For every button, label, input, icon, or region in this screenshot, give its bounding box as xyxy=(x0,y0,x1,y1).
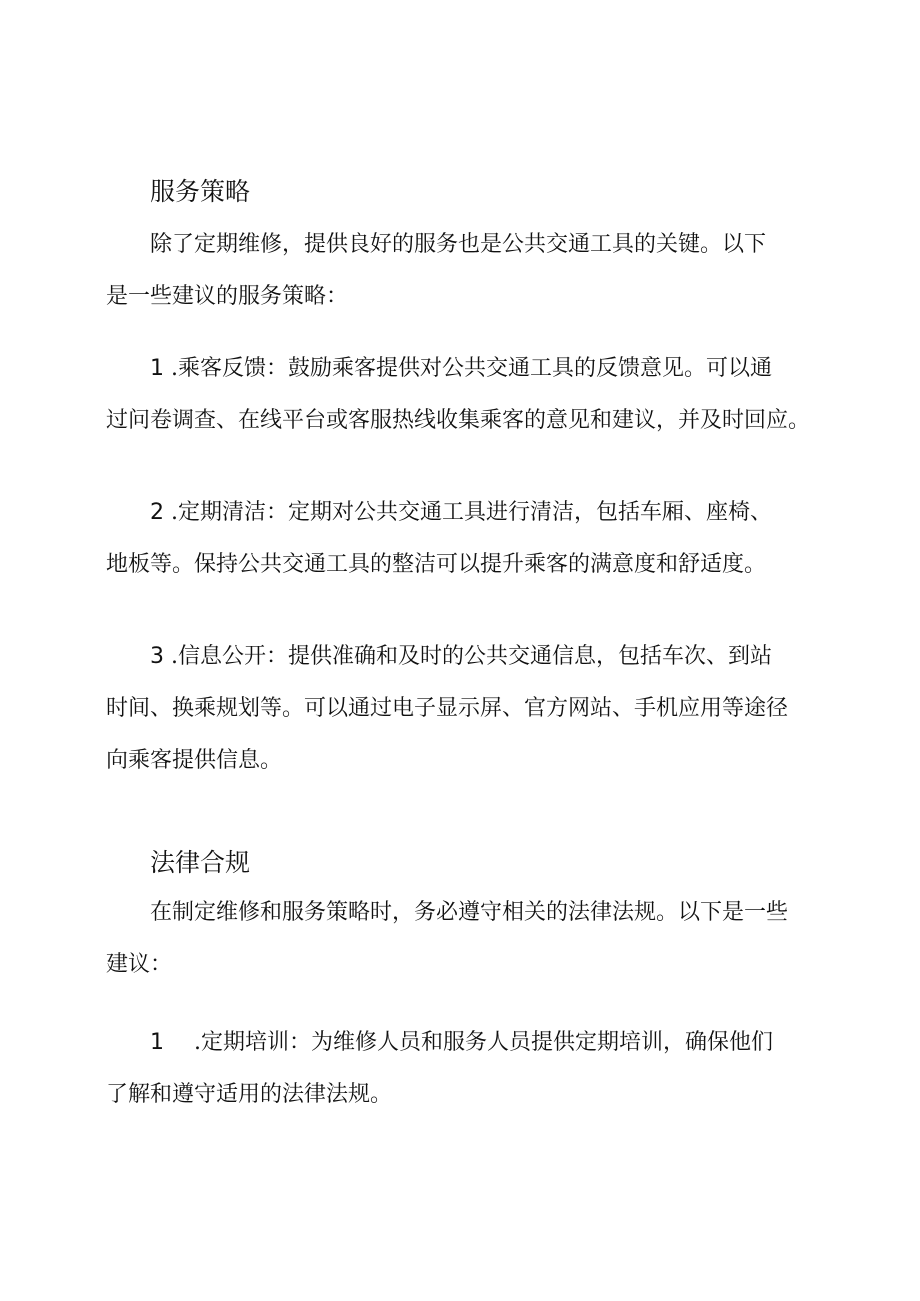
list-item-regular-training xyxy=(106,1017,826,1121)
intro-line: 建议： xyxy=(106,952,173,977)
list-item-text: .乘客反馈：鼓励乘客提供对公共交通工具的反馈意见。可以通 xyxy=(171,356,772,381)
list-item-text: .定期培训：为维修人员和服务人员提供定期培训，确保他们 xyxy=(194,1030,773,1055)
intro-line: 是一些建议的服务策略： xyxy=(106,284,349,309)
list-item-passenger-feedback xyxy=(106,343,826,447)
section-heading-legal-compliance: 法律合规 xyxy=(150,848,251,877)
list-item-line xyxy=(106,343,826,395)
list-item-number: 1 xyxy=(150,1030,164,1055)
list-item-number: 1 xyxy=(150,356,164,381)
list-item-regular-cleaning xyxy=(106,487,826,591)
list-item-text: .定期清洁：定期对公共交通工具进行清洁，包括车厢、座椅、 xyxy=(171,500,772,525)
list-item-number: 2 xyxy=(150,500,164,525)
section-heading-service-strategy: 服务策略 xyxy=(150,177,251,206)
list-item-line: 地板等。保持公共交通工具的整洁可以提升乘客的满意度和舒适度。 xyxy=(106,552,767,577)
list-item-line xyxy=(106,487,826,539)
list-item-line: 向乘客提供信息。 xyxy=(106,748,283,773)
list-item-line xyxy=(106,1017,826,1069)
list-item-line: 了解和遵守适用的法律法规。 xyxy=(106,1082,393,1107)
list-item-text: .信息公开：提供准确和及时的公共交通信息，包括车次、到站 xyxy=(171,644,772,669)
list-item-line: 过问卷调查、在线平台或客服热线收集乘客的意见和建议，并及时回应。 xyxy=(106,408,811,433)
list-item-line: 时间、换乘规划等。可以通过电子显示屏、官方网站、手机应用等途径 xyxy=(106,696,789,721)
list-item-information-disclosure xyxy=(106,631,826,787)
list-item-number: 3 xyxy=(150,644,164,669)
legal-compliance-intro xyxy=(106,887,826,991)
service-strategy-intro xyxy=(106,219,826,323)
list-item-line xyxy=(106,631,826,683)
intro-line: 在制定维修和服务策略时，务必遵守相关的法律法规。以下是一些 xyxy=(150,900,789,925)
intro-line: 除了定期维修，提供良好的服务也是公共交通工具的关键。以下 xyxy=(150,232,767,257)
